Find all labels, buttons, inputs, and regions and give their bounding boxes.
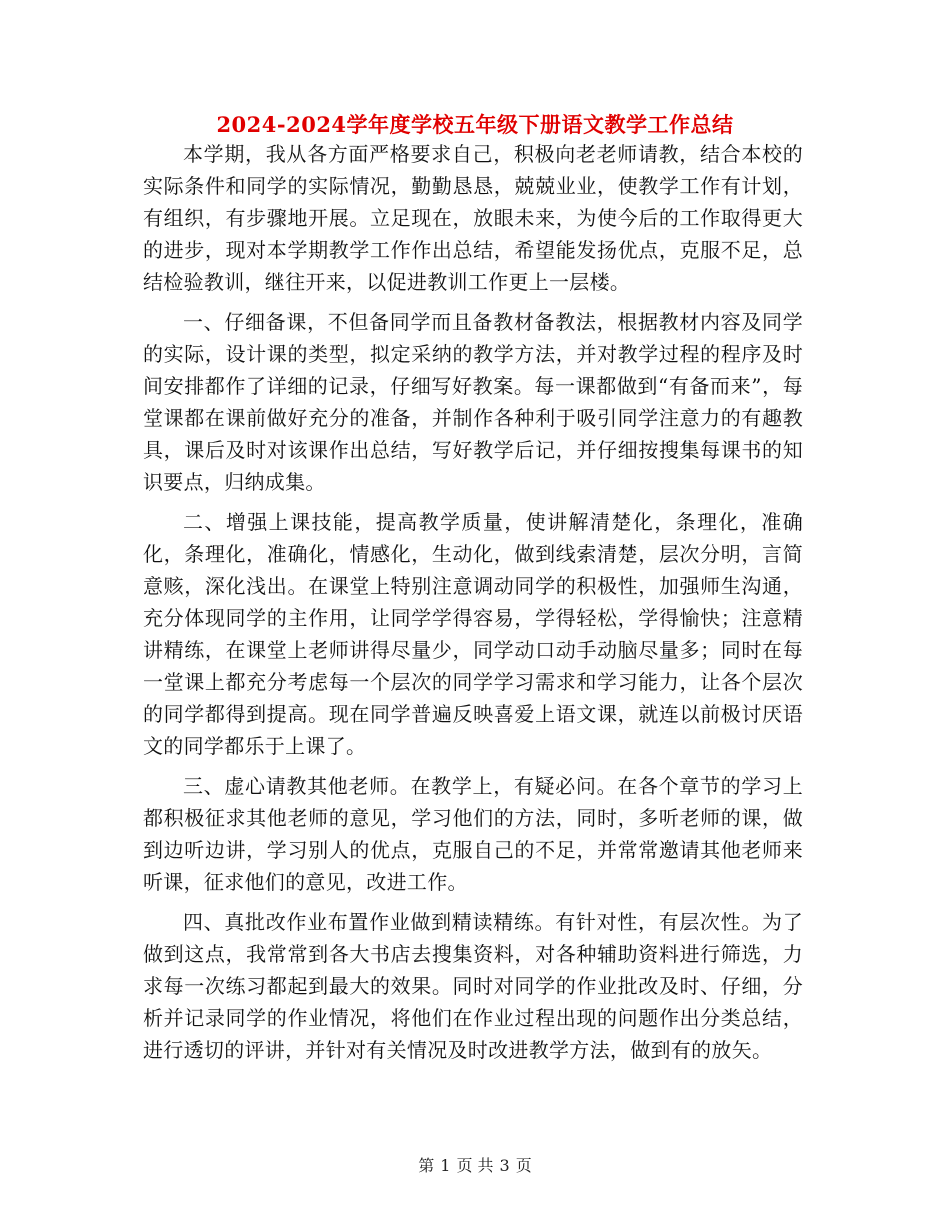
footer-total-pages: 3 [499, 1156, 510, 1175]
paragraph-section-2: 二、增强上课技能，提高教学质量，使讲解清楚化，条理化，准确化，条理化，准确化，情感化，生动化，做到线索清楚，层次分明，言简意赅，深化浅出。在课堂上特别注意调动同学的积极性，加强师生沟通，充分体现同学的主作用，让同学学得容易，学得轻松，学得愉快；注意精讲精练，在课堂上老师讲得尽量少，同学动口动手动脑尽量多；同时在每一堂课上都充分考虑每一个层次的同学学习需求和学习能力，让各个层次的同学都得到提高。现在同学普遍反映喜爱上语文课，就连以前极讨厌语文的同学都乐于上课了。 [143, 510, 803, 758]
page-footer [0, 1156, 950, 1176]
paragraph-intro: 本学期，我从各方面严格要求自己，积极向老老师请教，结合本校的实际条件和同学的实际情况，勤勤恳恳，兢兢业业，使教学工作有计划，有组织，有步骤地开展。立足现在，放眼未来，为使今后的工作取得更大的进步，现对本学期教学工作作出总结，希望能发扬优点，克服不足，总结检验教训，继往开来，以促进教训工作更上一层楼。 [143, 142, 803, 294]
footer-label-end: 页 [515, 1156, 532, 1175]
paragraph-section-1: 一、仔细备课，不但备同学而且备教材备教法，根据教材内容及同学的实际，设计课的类型，拟定采纳的教学方法，并对教学过程的程序及时间安排都作了详细的记录，仔细写好教案。每一课都做到“有备而来”，每堂课都在课前做好充分的准备，并制作各种利于吸引同学注意力的有趣教具，课后及时对该课作出总结，写好教学后记，并仔细按搜集每课书的知识要点，归纳成集。 [143, 310, 803, 494]
paragraph-section-4: 四、真批改作业布置作业做到精读精练。有针对性，有层次性。为了做到这点，我常常到各大书店去搜集资料，对各种辅助资料进行筛选，力求每一次练习都起到最大的效果。同时对同学的作业批改及时、仔细，分析并记录同学的作业情况，将他们在作业过程出现的问题作出分类总结，进行透切的评讲，并针对有关情况及时改进教学方法，做到有的放矢。 [143, 910, 803, 1062]
footer-label-page: 第 [418, 1156, 435, 1175]
document-body [143, 138, 803, 1066]
footer-label-of: 页 共 [456, 1156, 494, 1175]
paragraph-section-3: 三、虚心请教其他老师。在教学上，有疑必问。在各个章节的学习上都积极征求其他老师的意见，学习他们的方法，同时，多听老师的课，做到边听边讲，学习别人的优点，克服自己的不足，并常常邀请其他老师来听课，征求他们的意见，改进工作。 [143, 774, 803, 894]
footer-current-page: 1 [440, 1156, 451, 1175]
document-title: 2024-2024学年度学校五年级下册语文教学工作总结 [216, 112, 734, 137]
